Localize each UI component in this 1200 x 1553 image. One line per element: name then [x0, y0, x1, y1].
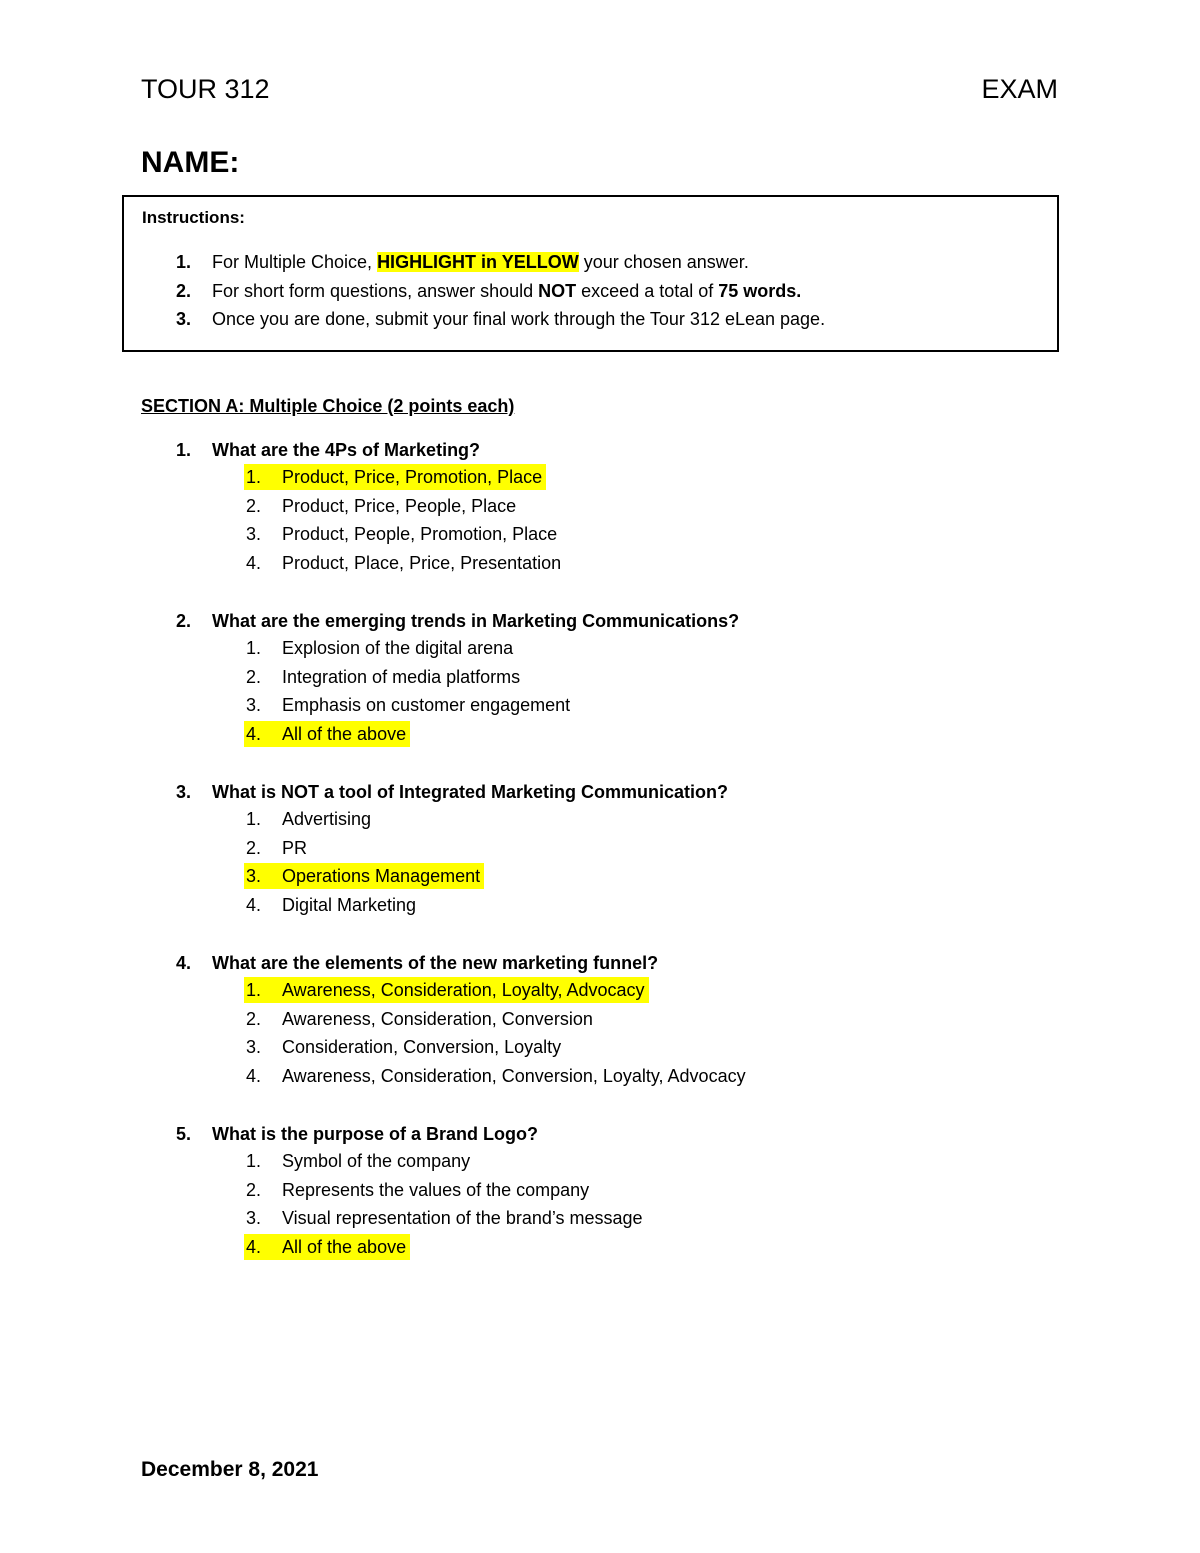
answer-option[interactable]	[244, 1205, 647, 1231]
option-text: Represents the values of the company	[282, 1179, 590, 1200]
option-number: 2.	[246, 666, 262, 687]
highlight-instruction: HIGHLIGHT in YELLOW	[377, 252, 579, 272]
option-text: Product, Place, Price, Presentation	[282, 552, 562, 573]
option-text: PR	[282, 837, 308, 858]
option-number: 4.	[246, 1236, 262, 1257]
section-a-title: SECTION A: Multiple Choice (2 points each)	[141, 396, 515, 416]
question-number: 3.	[176, 782, 192, 802]
option-text: All of the above	[282, 723, 407, 744]
answer-option[interactable]	[244, 1177, 593, 1203]
question-label: What are the elements of the new marketing funnel?	[212, 953, 659, 973]
option-number: 2.	[246, 837, 262, 858]
option-text: Integration of media platforms	[282, 666, 521, 687]
answer-option[interactable]	[244, 692, 574, 718]
option-number: 1.	[246, 467, 262, 487]
question-label: What is NOT a tool of Integrated Marketing Communication?	[212, 782, 729, 802]
instruction-text-part: exceed a total of	[576, 281, 719, 301]
option-text: Product, Price, Promotion, Place	[282, 467, 543, 487]
instruction-text-part: For Multiple Choice,	[212, 252, 378, 272]
option-number: 3.	[246, 524, 262, 544]
question-number: 4.	[176, 953, 192, 973]
exam-label: EXAM	[981, 74, 1058, 104]
name-label: NAME:	[141, 146, 240, 179]
option-text: Awareness, Consideration, Loyalty, Advocacy	[282, 980, 645, 1000]
option-text: Product, People, Promotion, Place	[282, 524, 558, 544]
instructions-title: Instructions:	[142, 208, 245, 227]
answer-option[interactable]	[244, 664, 524, 690]
option-number: 2.	[246, 1179, 262, 1200]
answer-option[interactable]	[244, 1148, 474, 1174]
option-text: Digital Marketing	[282, 894, 417, 915]
option-text: Symbol of the company	[282, 1151, 471, 1171]
answer-option[interactable]	[244, 521, 561, 547]
option-number: 3.	[246, 1208, 262, 1228]
option-number: 1.	[246, 1151, 262, 1171]
instruction-text: Once you are done, submit your final work through the Tour 312 eLean page.	[212, 309, 826, 329]
answer-option-selected[interactable]	[244, 863, 484, 889]
instruction-number: 1.	[176, 252, 192, 272]
option-number: 2.	[246, 495, 262, 516]
question-label: What are the emerging trends in Marketing Communications?	[212, 611, 740, 631]
option-number: 4.	[246, 723, 262, 744]
option-number: 4.	[246, 894, 262, 915]
instruction-text	[212, 252, 749, 273]
option-number: 1.	[246, 980, 262, 1000]
exam-date: December 8, 2021	[141, 1458, 319, 1481]
option-number: 1.	[246, 638, 262, 658]
instruction-emphasis: NOT	[538, 281, 577, 301]
answer-option[interactable]	[244, 1034, 565, 1060]
question-number: 1.	[176, 440, 192, 460]
answer-option[interactable]	[244, 550, 565, 576]
answer-option-selected[interactable]	[244, 464, 546, 490]
option-number: 4.	[246, 552, 262, 573]
option-number: 1.	[246, 809, 262, 829]
question-number: 2.	[176, 611, 192, 631]
instruction-emphasis: 75 words.	[718, 281, 802, 301]
answer-option-selected[interactable]	[244, 977, 649, 1003]
option-text: Consideration, Conversion, Loyalty	[282, 1037, 562, 1057]
answer-option[interactable]	[244, 835, 311, 861]
option-text: Advertising	[282, 809, 372, 829]
option-number: 3.	[246, 866, 262, 886]
option-number: 3.	[246, 1037, 262, 1057]
question-label: What are the 4Ps of Marketing?	[212, 440, 481, 460]
course-code: TOUR 312	[141, 74, 270, 104]
instruction-text-part: your chosen answer.	[578, 252, 749, 272]
instructions-box	[122, 195, 1059, 352]
question-label: What is the purpose of a Brand Logo?	[212, 1124, 538, 1144]
option-number: 2.	[246, 1008, 262, 1029]
option-text: Product, Price, People, Place	[282, 495, 517, 516]
instruction-text	[212, 281, 801, 302]
option-text: Awareness, Consideration, Conversion	[282, 1008, 593, 1029]
option-number: 4.	[246, 1065, 262, 1086]
question-number: 5.	[176, 1124, 192, 1144]
answer-option[interactable]	[244, 493, 520, 519]
answer-option[interactable]	[244, 1006, 597, 1032]
option-text: Visual representation of the brand’s message	[282, 1208, 643, 1228]
option-text: Emphasis on customer engagement	[282, 695, 571, 715]
answer-option[interactable]	[244, 892, 420, 918]
instruction-number: 2.	[176, 281, 192, 301]
option-text: Explosion of the digital arena	[282, 638, 514, 658]
option-number: 3.	[246, 695, 262, 715]
answer-option-selected[interactable]	[244, 1234, 410, 1260]
instruction-text-part: For short form questions, answer should	[212, 281, 539, 301]
option-text: All of the above	[282, 1236, 407, 1257]
answer-option[interactable]	[244, 1063, 750, 1089]
answer-option-selected[interactable]	[244, 721, 410, 747]
option-text: Awareness, Consideration, Conversion, Loyalty, Advocacy	[282, 1065, 746, 1086]
instruction-number: 3.	[176, 309, 192, 329]
answer-option[interactable]	[244, 806, 375, 832]
answer-option[interactable]	[244, 635, 517, 661]
option-text: Operations Management	[282, 866, 481, 886]
